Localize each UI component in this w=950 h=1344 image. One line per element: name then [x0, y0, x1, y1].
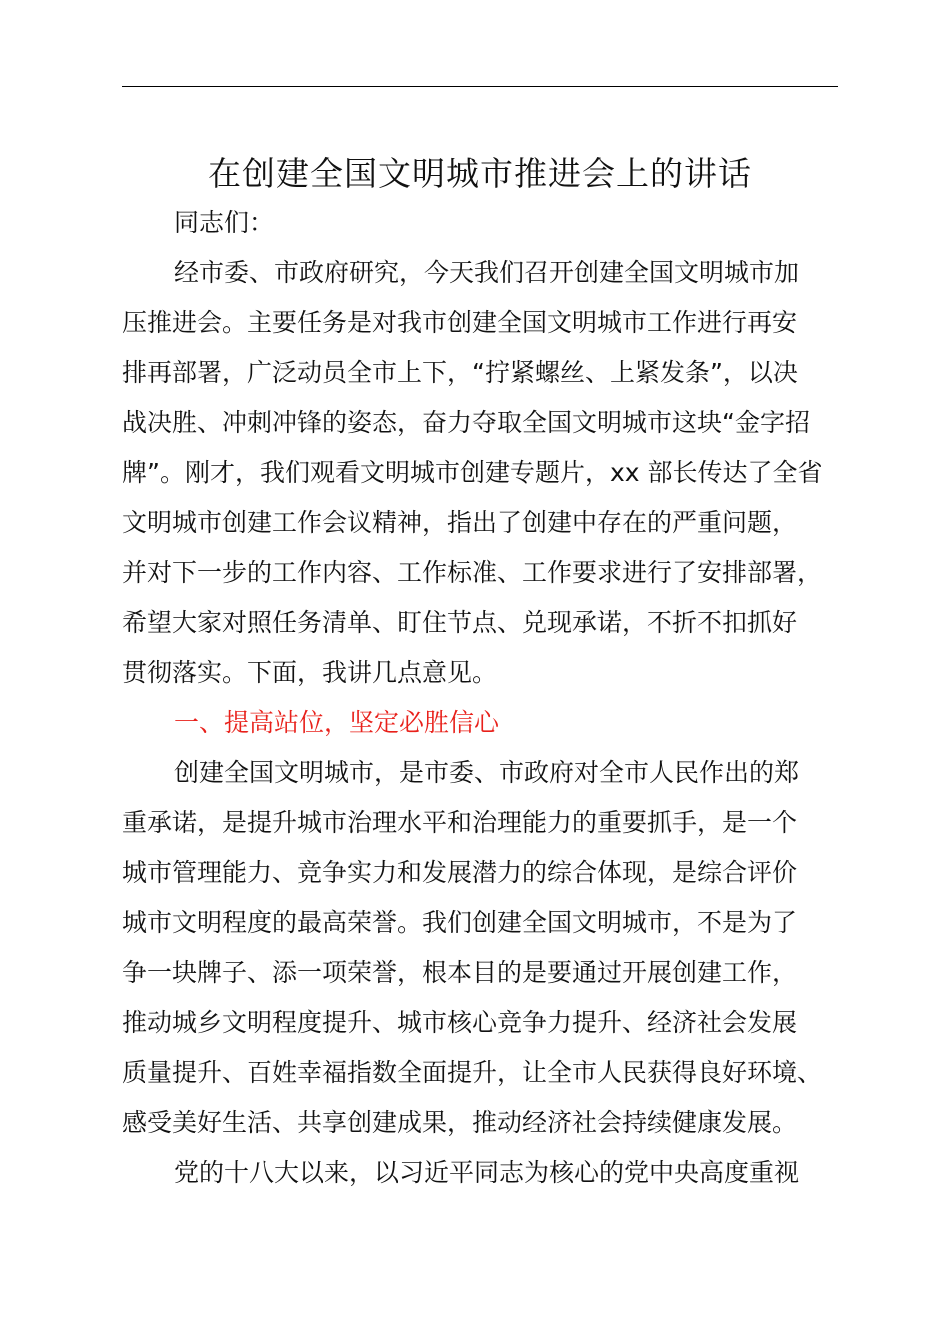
paragraph-line: 文明城市创建工作会议精神，指出了创建中存在的严重问题， [122, 508, 798, 537]
paragraph-line: 并对下一步的工作内容、工作标准、工作要求进行了安排部署， [122, 558, 823, 587]
section-heading: 一、提高站位，坚定必胜信心 [174, 708, 500, 737]
paragraph-line: 争一块牌子、添一项荣誉，根本目的是要通过开展创建工作， [122, 958, 798, 987]
paragraph-line: 贯彻落实。下面，我讲几点意见。 [122, 658, 498, 687]
paragraph-line: 推动城乡文明程度提升、城市核心竞争力提升、经济社会发展 [122, 1008, 798, 1037]
paragraph-line: 希望大家对照任务清单、盯住节点、兑现承诺，不折不扣抓好 [122, 608, 798, 637]
paragraph-1 [122, 248, 862, 698]
paragraph-line: 排再部署，广泛动员全市上下，“拧紧螺丝、上紧发条”，以决 [122, 358, 798, 387]
paragraph-line: 压推进会。主要任务是对我市创建全国文明城市工作进行再安 [122, 308, 798, 337]
paragraph-line: 战决胜、冲刺冲锋的姿态，奋力夺取全国文明城市这块“金字招 [122, 408, 810, 437]
paragraph-line: 质量提升、百姓幸福指数全面提升，让全市人民获得良好环境、 [122, 1058, 823, 1087]
paragraph-line: 创建全国文明城市，是市委、市政府对全市人民作出的郑 [174, 758, 800, 787]
header-rule [122, 86, 838, 87]
document-title: 在创建全国文明城市推进会上的讲话 [208, 154, 752, 193]
document-body [122, 198, 862, 1198]
paragraph-line: 城市管理能力、竞争实力和发展潜力的综合体现，是综合评价 [122, 858, 798, 887]
paragraph-line: 城市文明程度的最高荣誉。我们创建全国文明城市，不是为了 [122, 908, 798, 937]
paragraph-line: 牌”。刚才，我们观看文明城市创建专题片，xx 部长传达了全省 [122, 458, 823, 487]
paragraph-3 [122, 1148, 862, 1198]
paragraph-line: 重承诺，是提升城市治理水平和治理能力的重要抓手，是一个 [122, 808, 798, 837]
paragraph-line: 经市委、市政府研究，今天我们召开创建全国文明城市加 [174, 258, 800, 287]
greeting: 同志们： [174, 208, 275, 237]
paragraph-line: 党的十八大以来，以习近平同志为核心的党中央高度重视 [174, 1158, 800, 1187]
paragraph-line: 感受美好生活、共享创建成果，推动经济社会持续健康发展。 [122, 1108, 798, 1137]
paragraph-2 [122, 748, 862, 1148]
